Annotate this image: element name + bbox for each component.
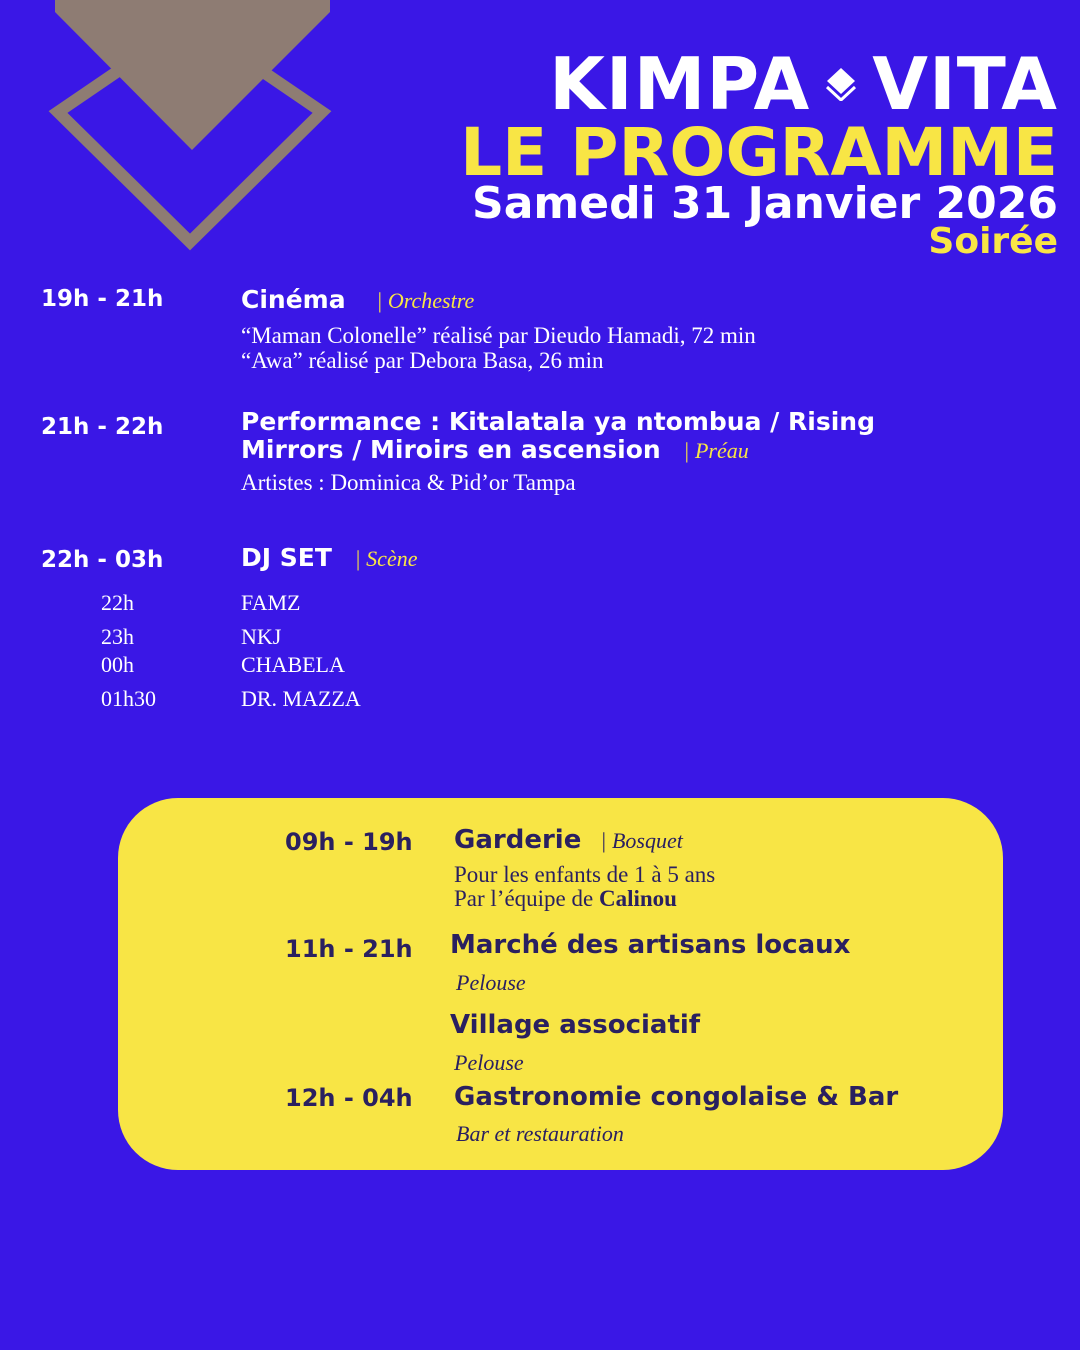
- event-description: “Maman Colonelle” réalisé par Dieudo Hamadi, 72 min: [241, 323, 756, 348]
- event-title-line: [241, 436, 749, 465]
- event-title: [241, 286, 474, 315]
- description-bold: Calinou: [598, 886, 677, 911]
- event-time: 21h - 22h: [41, 414, 164, 440]
- event-venue: Pelouse: [456, 970, 526, 995]
- event-venue: Pelouse: [454, 1050, 524, 1075]
- event-title: Marché des artisans locaux: [450, 930, 851, 960]
- dj-name: DR. MAZZA: [241, 686, 361, 711]
- brand-left: KIMPA: [549, 42, 811, 126]
- daytime-activities-card: [118, 798, 1003, 1170]
- event-time: 09h - 19h: [285, 828, 413, 856]
- dj-time: 00h: [101, 652, 134, 677]
- event-title: [454, 826, 683, 855]
- event-title-text: Garderie: [454, 825, 582, 855]
- event-description: “Awa” réalisé par Debora Basa, 26 min: [241, 348, 604, 373]
- event-venue: | Scène: [354, 546, 418, 571]
- event-date: Samedi 31 Janvier 2026: [472, 178, 1058, 229]
- diamond-logo-icon: [824, 67, 858, 101]
- event-title-text: Cinéma: [241, 285, 346, 314]
- event-title: [241, 544, 417, 573]
- dj-name: NKJ: [241, 624, 282, 649]
- event-title-line: Performance : Kitalatala ya ntombua / Rising: [241, 407, 875, 436]
- event-description: Artistes : Dominica & Pid’or Tampa: [241, 470, 576, 495]
- event-time: 12h - 04h: [285, 1084, 413, 1112]
- event-description: [454, 886, 677, 911]
- event-venue: | Bosquet: [600, 828, 683, 853]
- dj-name: CHABELA: [241, 652, 345, 677]
- dj-time: 01h30: [101, 686, 156, 711]
- programme-heading: LE PROGRAMME: [460, 114, 1058, 191]
- event-title: Village associatif: [450, 1010, 701, 1040]
- period-label: Soirée: [928, 221, 1058, 262]
- brand-title: [549, 42, 1058, 126]
- description-prefix: Par l’équipe de: [454, 886, 599, 911]
- event-description: Pour les enfants de 1 à 5 ans: [454, 862, 716, 887]
- event-title-text: Mirrors / Miroirs en ascension: [241, 435, 661, 464]
- event-venue: Bar et restauration: [456, 1121, 624, 1146]
- event-title: Gastronomie congolaise & Bar: [454, 1082, 899, 1112]
- event-time: 11h - 21h: [285, 935, 413, 963]
- brand-right: VITA: [872, 42, 1058, 126]
- dj-name: FAMZ: [241, 590, 301, 615]
- event-time: 19h - 21h: [41, 286, 164, 312]
- event-venue: | Préau: [683, 438, 749, 463]
- event-venue: | Orchestre: [376, 288, 475, 313]
- diamond-filled-shape: [55, 0, 330, 150]
- event-title-text: DJ SET: [241, 543, 332, 572]
- decorative-diamond-shapes: [0, 0, 360, 270]
- event-time: 22h - 03h: [41, 547, 164, 573]
- dj-time: 22h: [101, 590, 134, 615]
- dj-time: 23h: [101, 624, 134, 649]
